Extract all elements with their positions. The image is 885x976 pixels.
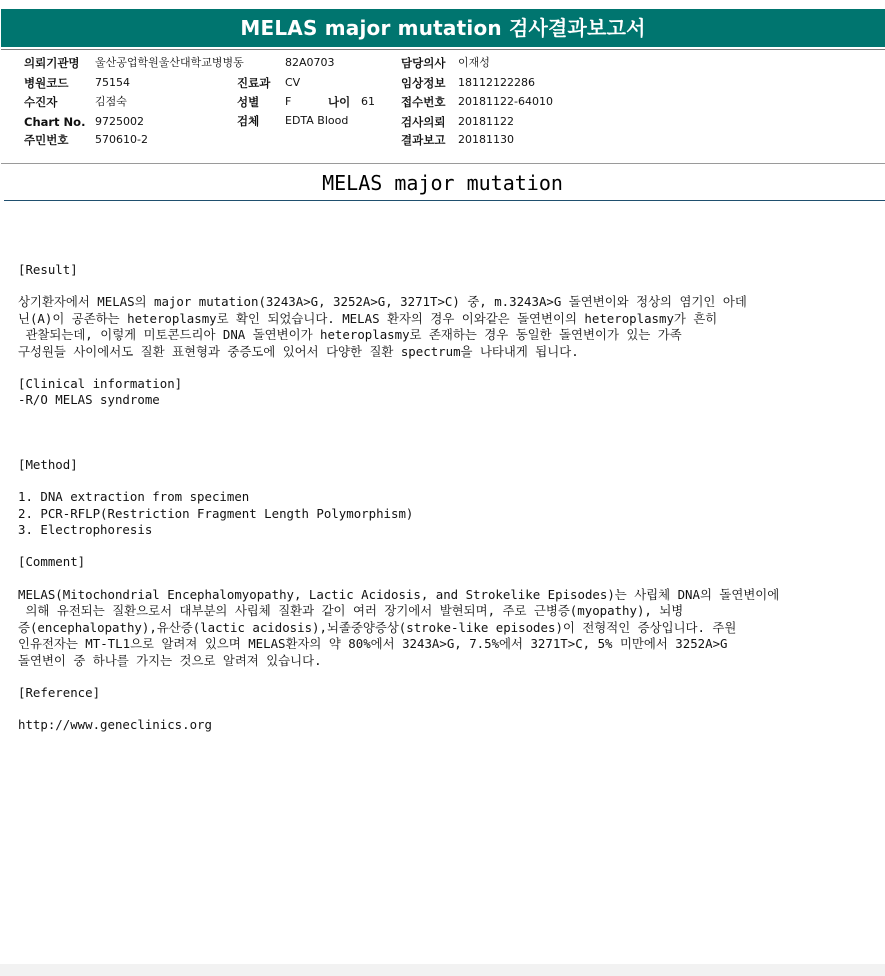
report-title: MELAS major mutation (322, 171, 563, 195)
report-body (18, 262, 878, 734)
code-label: 병원코드 (24, 76, 69, 90)
clinical-heading: [Clinical information] (18, 376, 183, 392)
sex-value: F (285, 95, 292, 108)
dept-value: CV (285, 76, 301, 89)
comment-line: 돌연변이 중 하나를 가지는 것으로 알려져 있습니다. (18, 652, 322, 668)
comment-line: MELAS(Mitochondrial Encephalomyopathy, Lactic Acidosis, and Strokelike Episodes)는 사립체 DNA의 돌연변이에 (18, 586, 780, 602)
comment-line: 증(encephalopathy),유산증(lactic acidosis),뇌졸중양증상(stroke-like episodes)이 전형적인 증상입니다. 주원 (18, 619, 737, 635)
chart-value: 9725002 (95, 115, 144, 128)
comment-line: 인유전자는 MT-TL1으로 알려져 있으며 MELAS환자의 약 80%에서 3243A>G, 7.5%에서 3271T>C, 5% 미만에서 3252A>G (18, 636, 728, 652)
header-divider (1, 49, 885, 50)
clinical-info-label: 임상정보 (401, 76, 446, 90)
info-divider (1, 163, 885, 164)
report-header-title: MELAS major mutation 검사결과보고서 (1, 9, 885, 47)
patient-info-block (0, 56, 885, 156)
result-line: 구성원들 사이에서도 질환 표현형과 중증도에 있어서 다양한 질환 spectrum을 나타내게 됩니다. (18, 343, 579, 359)
clinical-info-value: 18112122286 (458, 76, 535, 89)
clinical-text: -R/O MELAS syndrome (18, 392, 160, 408)
receipt-value: 20181122-64010 (458, 95, 553, 108)
comment-line: 의해 유전되는 질환으로서 대부분의 사립체 질환과 같이 여러 장기에서 발현되며, 주로 근병증(myopathy), 뇌병 (18, 603, 684, 619)
reference-link[interactable]: http://www.geneclinics.org (18, 717, 212, 733)
rrn-value: 570610-2 (95, 133, 148, 146)
doctor-label: 담당의사 (401, 56, 446, 70)
comment-heading: [Comment] (18, 554, 86, 570)
method-heading: [Method] (18, 456, 78, 472)
result-heading: [Result] (18, 262, 78, 277)
ward-value: 82A0703 (285, 56, 335, 69)
specimen-value: EDTA Blood (285, 114, 349, 127)
method-item: 2. PCR-RFLP(Restriction Fragment Length Polymorphism) (18, 505, 414, 521)
report-date-value: 20181130 (458, 133, 514, 146)
reference-heading: [Reference] (18, 684, 101, 700)
sex-label: 성별 (237, 95, 260, 109)
result-line: 상기환자에서 MELAS의 major mutation(3243A>G, 3252A>G, 3271T>C) 중, m.3243A>G 돌연변이와 정상의 염기인 아데 (18, 294, 747, 310)
patient-label: 수진자 (24, 95, 58, 109)
title-divider (4, 200, 885, 201)
method-item: 3. Electrophoresis (18, 522, 153, 538)
hospital-value: 울산공업학원울산대학교병병동 (95, 56, 244, 69)
result-line: 닌(A)이 공존하는 heteroplasmy로 확인 되었습니다. MELAS 환자의 경우 이와같은 돌연변이의 heteroplasmy가 흔히 (18, 310, 718, 326)
receipt-label: 접수번호 (401, 95, 446, 109)
method-item: 1. DNA extraction from specimen (18, 489, 250, 505)
code-value: 75154 (95, 76, 130, 89)
request-label: 검사의뢰 (401, 115, 446, 129)
request-value: 20181122 (458, 115, 514, 128)
chart-label: Chart No. (24, 115, 86, 129)
rrn-label: 주민번호 (24, 133, 69, 147)
hospital-label: 의뢰기관명 (24, 56, 80, 70)
age-value: 61 (361, 95, 375, 108)
report-date-label: 결과보고 (401, 133, 446, 147)
result-line: 관찰되는데, 이렇게 미토콘드리아 DNA 돌연변이가 heteroplasmy로 존재하는 경우 동일한 돌연변이가 있는 가족 (18, 327, 682, 343)
age-label: 나이 (328, 95, 351, 109)
patient-value: 김점숙 (95, 95, 127, 108)
doctor-value: 이재성 (458, 56, 490, 69)
dept-label: 진료과 (237, 76, 271, 90)
specimen-label: 검체 (237, 114, 260, 128)
